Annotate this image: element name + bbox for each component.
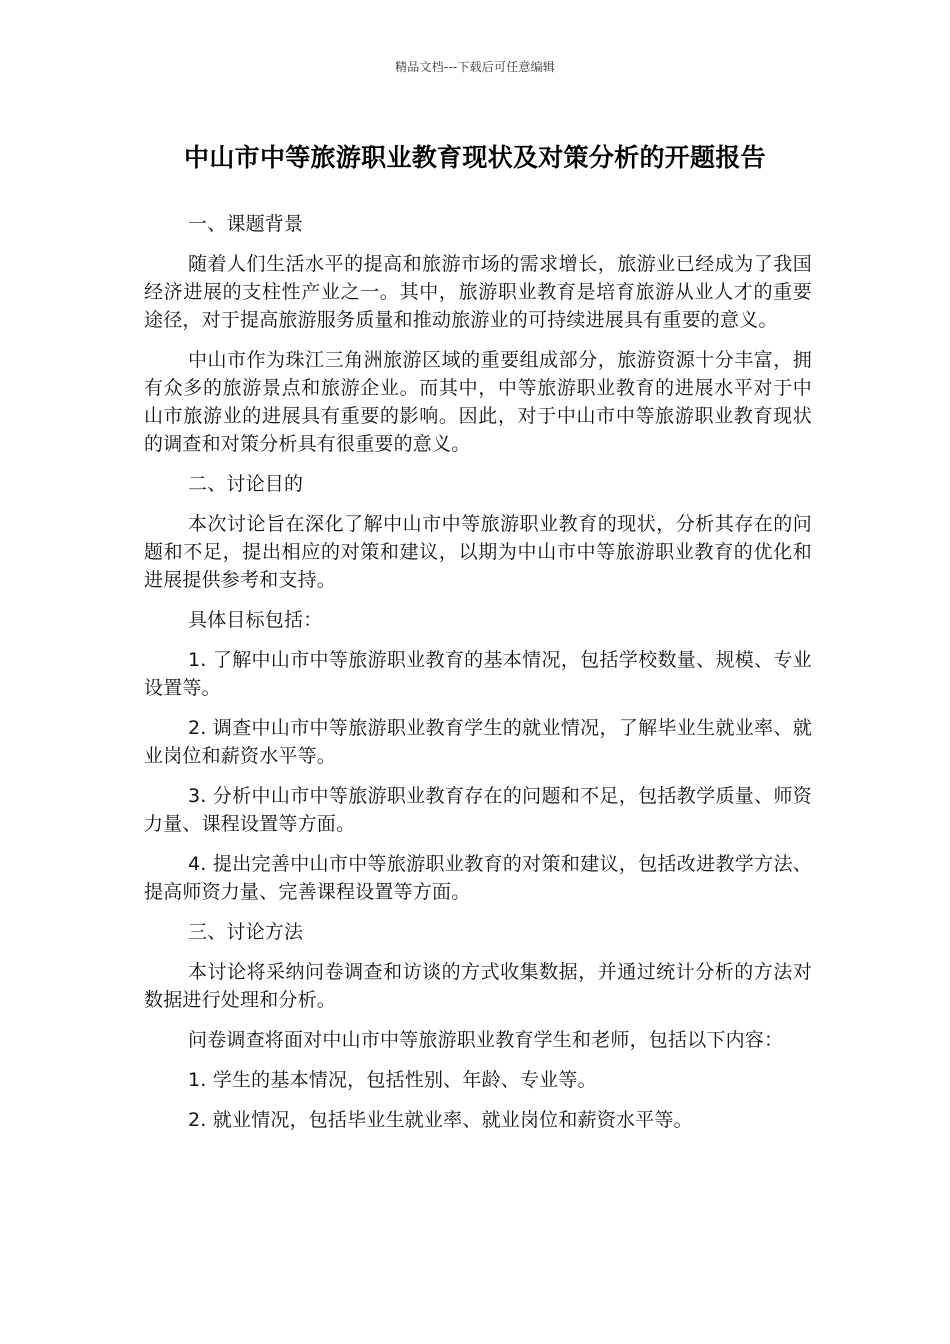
list-item: 4. 提出完善中山市中等旅游职业教育的对策和建议，包括改进教学方法、提高师资力量、完善课程设置等方面。 <box>144 853 812 903</box>
paragraph: 随着人们生活水平的提高和旅游市场的需求增长，旅游业已经成为了我国经济进展的支柱性产业之一。其中，旅游职业教育是培育旅游从业人才的重要途径，对于提高旅游服务质量和推动旅游业的可持续进展具有重要的意义。 <box>144 253 812 331</box>
list-item: 2. 调查中山市中等旅游职业教育学生的就业情况，了解毕业生就业率、就业岗位和薪资水平等。 <box>144 717 812 767</box>
section-heading-purpose: 二、讨论目的 <box>188 473 304 495</box>
paragraph: 本讨论将采纳问卷调查和访谈的方式收集数据，并通过统计分析的方法对数据进行处理和分析。 <box>144 961 812 1011</box>
list-item: 1. 了解中山市中等旅游职业教育的基本情况，包括学校数量、规模、专业设置等。 <box>144 649 812 699</box>
section-heading-method: 三、讨论方法 <box>188 921 304 943</box>
section-heading-background: 一、课题背景 <box>188 213 304 235</box>
list-item: 2. 就业情况，包括毕业生就业率、就业岗位和薪资水平等。 <box>188 1109 693 1131</box>
document-body <box>144 210 812 1146</box>
paragraph: 具体目标包括： <box>188 609 323 631</box>
paragraph: 本次讨论旨在深化了解中山市中等旅游职业教育的现状，分析其存在的问题和不足，提出相应的对策和建议，以期为中山市中等旅游职业教育的优化和进展提供参考和支持。 <box>144 513 812 591</box>
list-item: 3. 分析中山市中等旅游职业教育存在的问题和不足，包括教学质量、师资力量、课程设置等方面。 <box>144 785 812 835</box>
page-header: 精品文档---下载后可任意编辑 <box>395 60 555 74</box>
paragraph: 问卷调查将面对中山市中等旅游职业教育学生和老师，包括以下内容： <box>188 1029 784 1051</box>
document-title: 中山市中等旅游职业教育现状及对策分析的开题报告 <box>184 143 766 172</box>
paragraph: 中山市作为珠江三角洲旅游区域的重要组成部分，旅游资源十分丰富，拥有众多的旅游景点和旅游企业。而其中，中等旅游职业教育的进展水平对于中山市旅游业的进展具有重要的影响。因此，对于中山市中等旅游职业教育现状的调查和对策分析具有很重要的意义。 <box>144 349 812 455</box>
list-item: 1. 学生的基本情况，包括性别、年龄、专业等。 <box>188 1069 597 1091</box>
